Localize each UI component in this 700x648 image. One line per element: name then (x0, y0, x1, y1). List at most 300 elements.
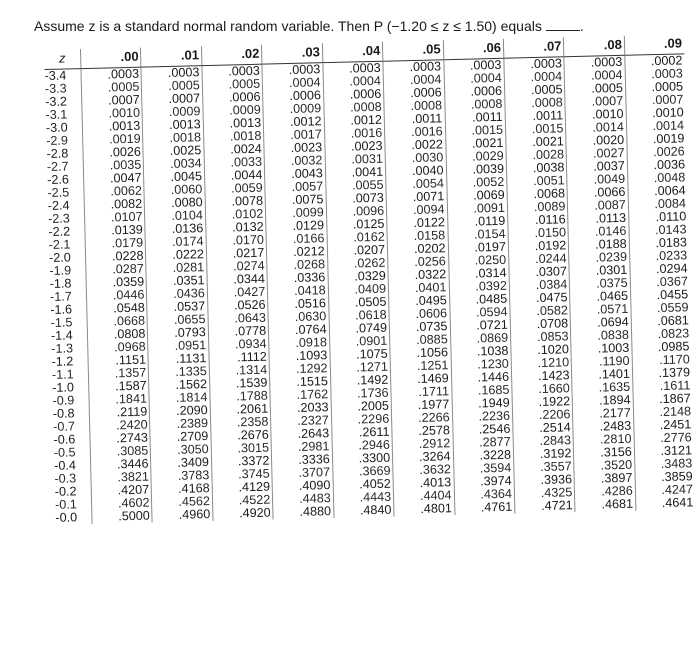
probability-cell: .2005 (331, 400, 392, 414)
column-header: .09 (624, 34, 684, 55)
probability-cell: .0294 (630, 262, 690, 276)
probability-cell: .0005 (625, 80, 685, 94)
probability-cell: .0003 (625, 67, 685, 81)
probability-cell: .1271 (330, 361, 391, 375)
probability-cell: .3483 (634, 457, 694, 471)
probability-cell: .0064 (628, 184, 688, 198)
probability-cell: .0004 (323, 75, 384, 89)
probability-cell: .3974 (454, 475, 515, 489)
probability-cell: .0668 (87, 315, 148, 329)
probability-cell: .2451 (634, 418, 694, 432)
probability-cell: .1020 (511, 343, 572, 357)
probability-cell: .4286 (575, 485, 636, 499)
z-table (44, 34, 695, 524)
probability-cell: .0004 (504, 70, 565, 84)
probability-cell: .0003 (323, 61, 384, 76)
probability-cell: .3409 (151, 456, 212, 470)
probability-cell: .0008 (505, 96, 566, 110)
probability-cell: .2061 (210, 403, 271, 417)
probability-cell: .1093 (269, 349, 330, 363)
probability-cell: .0008 (444, 98, 505, 112)
probability-cell: .0582 (510, 304, 571, 318)
probability-cell: .3121 (634, 444, 694, 458)
probability-cell: .0202 (387, 242, 448, 256)
probability-cell: .2546 (452, 423, 513, 437)
probability-cell: .1170 (632, 353, 692, 367)
probability-cell: .0192 (508, 239, 569, 253)
probability-cell: .0436 (147, 287, 208, 301)
probability-cell: .0110 (628, 210, 688, 224)
probability-cell: .3859 (635, 470, 695, 484)
probability-cell: .0314 (448, 267, 509, 281)
probability-cell: .4404 (393, 489, 454, 503)
probability-cell: .0091 (447, 202, 508, 216)
probability-cell: .0256 (388, 255, 449, 269)
probability-cell: .0618 (329, 309, 390, 323)
probability-cell: .0268 (267, 258, 328, 272)
probability-cell: .0475 (510, 291, 571, 305)
probability-cell: .0099 (266, 206, 327, 220)
probability-cell: .0026 (83, 146, 144, 160)
probability-cell: .0708 (510, 317, 571, 331)
probability-cell: .0087 (568, 199, 629, 213)
probability-cell: .0089 (507, 200, 568, 214)
probability-cell: .0054 (386, 177, 447, 191)
probability-cell: .0901 (329, 335, 390, 349)
probability-cell: .2776 (634, 431, 694, 445)
probability-cell: .0013 (203, 117, 264, 131)
probability-cell: .5000 (92, 509, 153, 523)
probability-cell: .0055 (325, 179, 386, 193)
column-header: .05 (383, 40, 444, 61)
probability-cell: .1977 (391, 398, 452, 412)
probability-cell: .0052 (446, 176, 507, 190)
z-value-cell: -3.2 (45, 94, 68, 109)
probability-cell: .4840 (333, 504, 394, 518)
probability-cell: .0418 (268, 284, 329, 298)
probability-cell: .0749 (329, 322, 390, 336)
probability-cell: .0059 (205, 182, 266, 196)
probability-cell: .0197 (448, 241, 509, 255)
probability-cell: .0005 (565, 82, 626, 96)
probability-cell: .2327 (271, 414, 332, 428)
probability-cell: .0537 (147, 300, 208, 314)
probability-cell: .1151 (88, 354, 149, 368)
probability-cell: .0003 (443, 58, 504, 73)
probability-cell: .3156 (574, 446, 635, 460)
probability-cell: .0005 (142, 79, 203, 93)
probability-cell: .4602 (91, 496, 152, 510)
probability-cell: .0044 (204, 169, 265, 183)
probability-cell: .0681 (631, 314, 691, 328)
probability-cell: .0003 (504, 57, 565, 72)
z-value-cell: -0.4 (53, 458, 77, 473)
probability-cell: .1894 (572, 394, 633, 408)
probability-cell: .1736 (331, 387, 392, 401)
probability-cell: .0233 (629, 249, 689, 263)
probability-cell: .0179 (85, 237, 146, 251)
question-prompt: Assume z is a standard normal random variable. Then P (−1.20 ≤ z ≤ 1.50) equals (34, 18, 542, 34)
probability-cell: .0026 (627, 145, 687, 159)
probability-cell: .4013 (393, 476, 454, 490)
probability-cell: .0007 (626, 93, 686, 107)
z-value-cell: -2.0 (48, 250, 71, 265)
probability-cell: .0934 (208, 338, 269, 352)
probability-cell: .1210 (511, 356, 572, 370)
z-column-header: z (44, 49, 81, 69)
probability-cell: .1949 (452, 397, 513, 411)
probability-cell: .0012 (263, 115, 324, 129)
question-text (34, 18, 584, 34)
probability-cell: .0043 (265, 167, 326, 181)
probability-cell: .0013 (82, 120, 143, 134)
z-value-cell: -2.3 (47, 211, 70, 226)
probability-cell: .2236 (452, 410, 513, 424)
probability-cell: .3669 (332, 465, 393, 479)
probability-cell: .0022 (385, 138, 446, 152)
probability-cell: .0020 (566, 134, 627, 148)
probability-cell: .1112 (209, 351, 270, 365)
probability-cell: .0322 (388, 268, 449, 282)
probability-cell: .2514 (513, 421, 574, 435)
probability-cell: .1611 (633, 379, 693, 393)
probability-cell: .1003 (571, 342, 632, 356)
probability-cell: .1379 (632, 366, 692, 380)
probability-cell: .1788 (210, 390, 271, 404)
probability-cell: .0139 (85, 224, 146, 238)
probability-cell: .4247 (635, 483, 695, 497)
probability-cell: .0013 (143, 118, 204, 132)
probability-cell: .0025 (143, 144, 204, 158)
probability-cell: .0778 (208, 325, 269, 339)
column-header: .00 (80, 48, 141, 69)
probability-cell: .0694 (571, 316, 632, 330)
probability-cell: .1841 (89, 393, 150, 407)
probability-cell: .0968 (88, 341, 149, 355)
probability-cell: .0119 (447, 215, 508, 229)
probability-cell: .1357 (88, 367, 149, 381)
z-value-cell: -1.6 (50, 302, 73, 317)
probability-cell: .0008 (324, 101, 385, 115)
probability-cell: .0006 (444, 85, 505, 99)
probability-cell: .0122 (387, 216, 448, 230)
z-value-cell: -2.4 (47, 198, 70, 213)
probability-cell: .0021 (506, 135, 567, 149)
probability-cell: .0594 (449, 306, 510, 320)
probability-cell: .0401 (388, 281, 449, 295)
probability-cell: .0005 (202, 78, 263, 92)
probability-cell: .0006 (263, 89, 324, 103)
probability-cell: .0250 (448, 254, 509, 268)
z-value-cell: -1.8 (49, 276, 72, 291)
probability-cell: .0446 (86, 289, 147, 303)
probability-cell: .0094 (386, 203, 447, 217)
probability-cell: .4207 (91, 484, 152, 498)
column-header: .04 (322, 42, 383, 63)
z-value-cell: -2.6 (47, 172, 70, 187)
probability-cell: .0080 (145, 196, 206, 210)
probability-cell: .0643 (208, 312, 269, 326)
probability-cell: .0287 (86, 263, 147, 277)
probability-cell: .0028 (506, 148, 567, 162)
z-value-cell: -0.9 (52, 393, 75, 408)
probability-cell: .0158 (387, 229, 448, 243)
z-value-cell: -1.5 (50, 315, 73, 330)
probability-cell: .1314 (209, 364, 270, 378)
probability-cell: .0166 (266, 232, 327, 246)
z-value-cell: -1.0 (52, 380, 75, 395)
probability-cell: .1492 (330, 374, 391, 388)
probability-cell: .3821 (91, 471, 152, 485)
probability-cell: .0838 (571, 329, 632, 343)
probability-cell: .0003 (81, 67, 142, 82)
z-value-cell: -2.2 (48, 224, 71, 239)
probability-cell: .0051 (507, 174, 568, 188)
probability-cell: .0005 (81, 81, 142, 95)
probability-cell: .0823 (631, 327, 691, 341)
probability-cell: .0392 (449, 280, 510, 294)
probability-cell: .1867 (633, 392, 693, 406)
probability-cell: .1587 (89, 380, 150, 394)
probability-cell: .0359 (86, 276, 147, 290)
probability-cell: .3557 (514, 460, 575, 474)
probability-cell: .2483 (573, 420, 634, 434)
probability-cell: .0985 (632, 340, 692, 354)
column-header: .03 (262, 43, 323, 64)
z-value-cell: -0.1 (54, 497, 77, 512)
probability-cell: .0030 (385, 151, 446, 165)
probability-cell: .0037 (567, 160, 628, 174)
z-value-cell: -2.8 (46, 146, 69, 161)
probability-cell: .1469 (391, 372, 452, 386)
z-table-sheet (44, 34, 695, 524)
probability-cell: .0559 (631, 301, 691, 315)
probability-cell: .0023 (264, 141, 325, 155)
z-value-cell: -0.7 (53, 419, 76, 434)
probability-cell: .0244 (509, 252, 570, 266)
z-value-cell: -2.1 (48, 237, 71, 252)
probability-cell: .0351 (146, 274, 207, 288)
probability-cell: .0113 (568, 212, 629, 226)
probability-cell: .0009 (142, 105, 203, 119)
probability-cell: .1762 (270, 388, 331, 402)
z-value-cell: -0.5 (53, 445, 76, 460)
z-value-cell: -0.3 (54, 471, 77, 486)
probability-cell: .0409 (328, 283, 389, 297)
probability-cell: .3300 (332, 452, 393, 466)
probability-cell: .0038 (506, 161, 567, 175)
probability-cell: .0009 (263, 102, 324, 116)
probability-cell: .0016 (385, 125, 446, 139)
probability-cell: .1131 (148, 352, 209, 366)
probability-cell: .0188 (569, 238, 630, 252)
column-header: .01 (141, 46, 202, 67)
probability-cell: .0162 (327, 231, 388, 245)
probability-cell: .0027 (566, 147, 627, 161)
probability-cell: .0222 (146, 248, 207, 262)
probability-cell: .0096 (326, 205, 387, 219)
probability-cell: .1446 (451, 371, 512, 385)
probability-cell: .0003 (141, 66, 202, 81)
probability-cell: .0571 (570, 303, 631, 317)
answer-blank (546, 18, 580, 31)
probability-cell: .0003 (202, 64, 263, 79)
probability-cell: .0039 (446, 163, 507, 177)
probability-cell: .0023 (324, 140, 385, 154)
probability-cell: .0495 (389, 294, 450, 308)
probability-cell: .0011 (384, 112, 445, 126)
probability-cell: .2946 (332, 439, 393, 453)
probability-cell: .0307 (509, 265, 570, 279)
probability-cell: .0721 (450, 319, 511, 333)
probability-cell: .0010 (82, 107, 143, 121)
probability-cell: .0009 (203, 104, 264, 118)
z-value-cell: -3.4 (44, 68, 67, 83)
z-value-cell: -3.0 (45, 120, 68, 135)
probability-cell: .0207 (327, 244, 388, 258)
probability-cell: .4721 (515, 499, 576, 513)
probability-cell: .0021 (445, 137, 506, 151)
probability-cell: .1922 (512, 395, 573, 409)
probability-cell: .0057 (265, 180, 326, 194)
probability-cell: .1635 (572, 381, 633, 395)
probability-cell: .1539 (209, 377, 270, 391)
probability-cell: .0329 (328, 270, 389, 284)
probability-cell: .4960 (152, 508, 213, 522)
probability-cell: .0078 (205, 195, 266, 209)
probability-cell: .0014 (626, 119, 686, 133)
probability-cell: .2810 (573, 433, 634, 447)
probability-cell: .0212 (267, 245, 328, 259)
probability-cell: .0007 (565, 95, 626, 109)
probability-cell: .0019 (83, 133, 144, 147)
probability-cell: .0174 (146, 235, 207, 249)
probability-cell: .0526 (208, 299, 269, 313)
probability-cell: .1711 (391, 385, 452, 399)
z-value-cell: -1.9 (49, 263, 72, 278)
probability-cell: .1685 (451, 384, 512, 398)
probability-cell: .0018 (143, 131, 204, 145)
probability-cell: .1251 (390, 359, 451, 373)
z-value-cell: -2.7 (46, 159, 69, 174)
probability-cell: .0015 (505, 122, 566, 136)
probability-cell: .0125 (326, 218, 387, 232)
probability-cell: .0228 (85, 250, 146, 264)
probability-cell: .0104 (145, 209, 206, 223)
probability-cell: .0869 (450, 332, 511, 346)
probability-cell: .1230 (451, 358, 512, 372)
probability-cell: .3783 (151, 469, 212, 483)
probability-cell: .0132 (206, 221, 267, 235)
probability-cell: .2033 (270, 401, 331, 415)
probability-cell: .0003 (262, 63, 323, 78)
probability-cell: .0150 (508, 226, 569, 240)
probability-cell: .1401 (572, 368, 633, 382)
probability-cell: .2119 (89, 406, 150, 420)
probability-cell: .0018 (203, 130, 264, 144)
column-header: .07 (503, 37, 564, 58)
probability-cell: .0073 (326, 192, 387, 206)
probability-cell: .0048 (627, 171, 687, 185)
probability-cell: .1056 (390, 346, 451, 360)
probability-cell: .0004 (383, 73, 444, 87)
probability-cell: .0062 (84, 185, 145, 199)
probability-cell: .1423 (511, 369, 572, 383)
probability-cell: .0024 (204, 143, 265, 157)
z-value-cell: -0.8 (52, 406, 75, 421)
probability-cell: .0630 (268, 310, 329, 324)
probability-cell: .4483 (273, 492, 334, 506)
probability-cell: .3050 (151, 443, 212, 457)
z-value-cell: -3.3 (44, 81, 67, 96)
probability-cell: .0075 (265, 193, 326, 207)
probability-cell: .0793 (148, 326, 209, 340)
probability-cell: .0004 (565, 69, 626, 83)
probability-cell: .2420 (90, 419, 151, 433)
probability-cell: .2912 (392, 437, 453, 451)
probability-cell: .3632 (393, 463, 454, 477)
probability-cell: .0014 (566, 121, 627, 135)
probability-cell: .0041 (325, 166, 386, 180)
probability-cell: .0918 (269, 336, 330, 350)
probability-cell: .0885 (390, 333, 451, 347)
z-value-cell: -0.6 (53, 432, 76, 447)
column-header: .08 (564, 36, 625, 57)
probability-cell: .0516 (268, 297, 329, 311)
probability-cell: .3264 (393, 450, 454, 464)
probability-cell: .2090 (150, 404, 211, 418)
probability-cell: .4801 (394, 502, 455, 516)
probability-cell: .4562 (152, 495, 213, 509)
question-period: . (579, 18, 584, 34)
probability-cell: .0010 (626, 106, 686, 120)
probability-cell: .0004 (444, 72, 505, 86)
probability-cell: .2206 (512, 408, 573, 422)
probability-cell: .3897 (574, 472, 635, 486)
probability-cell: .4681 (575, 498, 636, 512)
probability-cell: .0853 (510, 330, 571, 344)
probability-cell: .0003 (383, 60, 444, 75)
probability-cell: .3336 (272, 453, 333, 467)
probability-cell: .2389 (150, 417, 211, 431)
probability-cell: .0136 (145, 222, 206, 236)
probability-cell: .0011 (445, 111, 506, 125)
probability-cell: .2611 (331, 426, 392, 440)
probability-cell: .4325 (514, 486, 575, 500)
probability-cell: .0427 (207, 286, 268, 300)
probability-cell: .0084 (628, 197, 688, 211)
probability-cell: .2676 (211, 429, 272, 443)
probability-cell: .0006 (323, 88, 384, 102)
probability-cell: .0102 (205, 208, 266, 222)
probability-cell: .0505 (328, 296, 389, 310)
probability-cell: .0068 (507, 187, 568, 201)
probability-cell: .0031 (325, 153, 386, 167)
z-value-cell: -3.1 (45, 107, 68, 122)
probability-cell: .0060 (144, 183, 205, 197)
probability-cell: .0274 (207, 260, 268, 274)
z-value-cell: -1.4 (50, 328, 73, 343)
probability-cell: .0071 (386, 190, 447, 204)
probability-cell: .0019 (627, 132, 687, 146)
probability-cell: .0455 (630, 288, 690, 302)
probability-cell: .2709 (150, 430, 211, 444)
probability-cell: .3520 (574, 459, 635, 473)
probability-cell: .0281 (146, 261, 207, 275)
probability-cell: .0367 (630, 275, 690, 289)
probability-cell: .0735 (389, 320, 450, 334)
probability-cell: .0049 (567, 173, 628, 187)
